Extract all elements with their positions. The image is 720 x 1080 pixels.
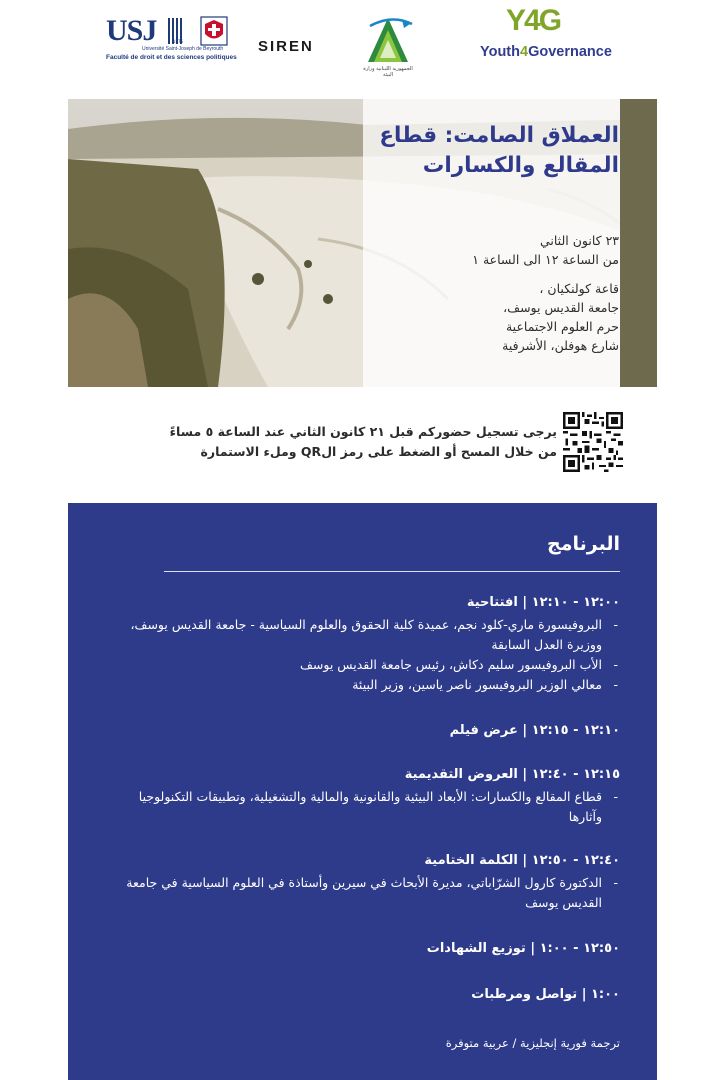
usj-logo (106, 14, 237, 64)
hero-banner (68, 99, 657, 387)
svg-text:1875: 1875 (172, 39, 184, 44)
session-closing (120, 851, 620, 913)
usj-faculty: Faculté de droit et des sciences politiques (106, 54, 237, 61)
event-date (379, 231, 619, 269)
program-schedule (120, 593, 620, 1005)
usj-subtitle: Université Saint-Joseph de Beyrouth (142, 46, 224, 52)
y4g-mark: Y4G (506, 4, 561, 37)
session-presentations (120, 765, 620, 827)
venue-line-street: شارع هوفلن، الأشرفية (502, 338, 619, 353)
session-heading: ١٢:١٠ - ١٢:١٥ | عرض فيلم (449, 723, 620, 738)
youth4governance-logo (480, 4, 622, 66)
session-heading: ١٢:٥٠ - ١:٠٠ | توزيع الشهادات (426, 941, 620, 956)
translation-note: ترجمة فورية إنجليزية / عربية متوفرة (445, 1036, 620, 1050)
speaker-item: - البروفيسورة ماري-كلود نجم، عميدة كلية الحقوق والعلوم السياسية - جامعة القديس يوسف، ووزيرة العدل السابقة (120, 615, 620, 655)
venue-line-hall: قاعة كولنكيان ، (539, 281, 619, 296)
ministry-emblem-icon (362, 12, 414, 66)
program-section (68, 503, 657, 1080)
usj-shield-icon (200, 16, 228, 46)
usj-wordmark: USJ (106, 14, 157, 47)
session-networking (120, 985, 620, 1005)
session-heading: ١:٠٠ | تواصل ومرطبات (471, 987, 620, 1002)
ministry-caption: الجمهورية اللبنانية وزارة البيئة (363, 66, 413, 78)
y4g-word-youth: Youth (480, 44, 520, 60)
topic-list (120, 787, 620, 827)
session-heading: ١٢:٤٠ - ١٢:٥٠ | الكلمة الختامية (424, 853, 620, 868)
session-heading: ١٢:٠٠ - ١٢:١٠ | افتتاحية (466, 595, 620, 610)
topic-item: - قطاع المقالع والكسارات: الأبعاد البيئية والقانونية والمالية والتشغيلية، وتطبيقات التكنولوجيا وآثارها (120, 787, 620, 827)
speaker-list (120, 873, 620, 913)
qr-code-icon[interactable] (563, 412, 623, 472)
speaker-list (120, 615, 620, 695)
y4g-wordmark (480, 44, 612, 60)
y4g-word-governance: Governance (528, 44, 612, 60)
registration-instructions (97, 422, 557, 462)
ministry-of-environment-logo (362, 12, 414, 82)
event-date-time: من الساعة ١٢ الى الساعة ١ (472, 252, 619, 267)
speaker-item: - الأب البروفيسور سليم دكاش، رئيس جامعة القديس يوسف (120, 655, 620, 675)
session-certificates (120, 939, 620, 959)
event-title: العملاق الصامت: قطاع المقالع والكسارات (379, 123, 619, 178)
session-film (120, 721, 620, 741)
venue-line-university: جامعة القديس يوسف، (503, 300, 619, 315)
session-heading: ١٢:١٥ - ١٢:٤٠ | العروض التقديمية (404, 767, 620, 782)
program-title: البرنامج (547, 533, 620, 555)
speaker-item: - الدكتورة كارول الشرّاباتي، مديرة الأبحاث في سيرين وأستاذة في العلوم السياسية في جامعة القديس يوسف (120, 873, 620, 913)
registration-line-deadline: يرجى تسجيل حضوركم قبل ٢١ كانون الثاني عند الساعة ٥ مساءً (169, 424, 557, 439)
usj-bars-icon (168, 18, 188, 44)
speaker-item: - معالي الوزير البروفيسور ناصر ياسين، وزير البيئة (120, 675, 620, 695)
program-divider (164, 571, 620, 572)
logo-strip (0, 0, 720, 95)
event-venue (379, 279, 619, 355)
y4g-word-four: 4 (520, 44, 529, 60)
venue-line-campus: حرم العلوم الاجتماعية (505, 319, 619, 334)
registration-line-qr: من خلال المسح أو الضغط على رمز الQR وملء الاستمارة (200, 444, 557, 459)
event-date-day: ٢٣ كانون الثاني (539, 233, 619, 248)
siren-logo: SIREN (258, 38, 314, 55)
session-opening (120, 593, 620, 695)
